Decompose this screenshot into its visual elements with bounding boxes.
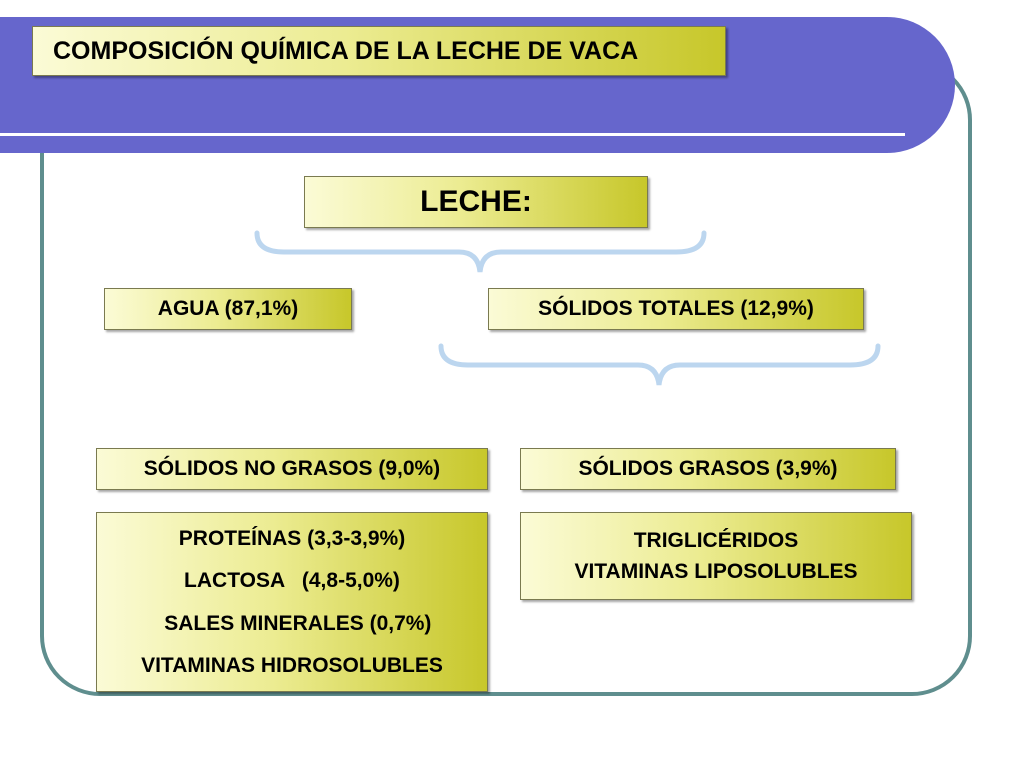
no-grasos-components-box bbox=[96, 512, 488, 692]
slide-title: COMPOSICIÓN QUÍMICA DE LA LECHE DE VACA bbox=[32, 26, 726, 76]
grasos-components-box bbox=[520, 512, 912, 600]
header-divider bbox=[0, 133, 905, 136]
node-solidos-no-grasos: SÓLIDOS NO GRASOS (9,0%) bbox=[96, 448, 488, 490]
component-proteinas: PROTEÍNAS (3,3-3,9%) bbox=[178, 526, 406, 550]
brace-solidos-totales bbox=[438, 343, 884, 389]
node-solidos-grasos: SÓLIDOS GRASOS (3,9%) bbox=[520, 448, 896, 490]
component-vitaminas-liposolubles: VITAMINAS LIPOSOLUBLES bbox=[574, 560, 858, 583]
component-trigliceridos: TRIGLICÉRIDOS bbox=[633, 528, 799, 552]
node-agua: AGUA (87,1%) bbox=[104, 288, 352, 330]
root-node-leche: LECHE: bbox=[304, 176, 648, 228]
node-solidos-totales: SÓLIDOS TOTALES (12,9%) bbox=[488, 288, 864, 330]
component-vitaminas-hidrosolubles: VITAMINAS HIDROSOLUBLES bbox=[141, 654, 443, 678]
brace-root bbox=[254, 230, 708, 276]
component-lactosa: LACTOSA (4,8-5,0%) bbox=[184, 569, 400, 593]
component-sales-minerales: SALES MINERALES (0,7%) bbox=[152, 611, 432, 635]
